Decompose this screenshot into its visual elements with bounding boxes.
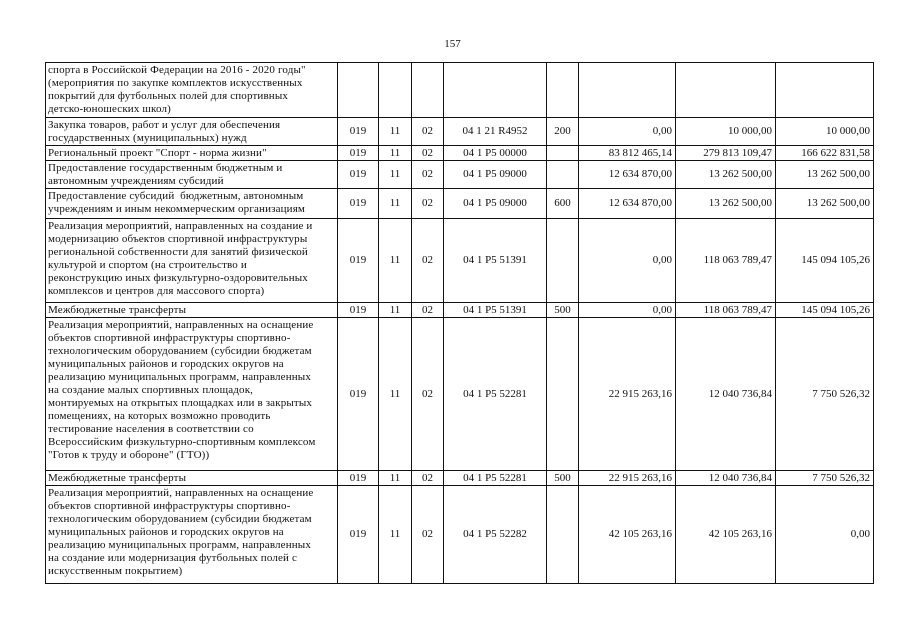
department-code-cell: 019 [338,161,379,189]
subsection-code-cell: 02 [412,318,444,471]
page-number: 157 [444,38,461,50]
department-code-cell: 019 [338,219,379,303]
subsection-code-cell: 02 [412,146,444,161]
section-code-cell: 11 [379,118,412,146]
subsection-code-cell: 02 [412,161,444,189]
amount-cell-1: 0,00 [579,303,676,318]
description-cell: Предоставление государственным бюджетным и автономным учреждениям субсидий [46,161,338,189]
expense-type-cell [547,219,579,303]
target-article-cell: 04 1 P5 00000 [444,146,547,161]
amount-cell-1: 83 812 465,14 [579,146,676,161]
section-code-cell: 11 [379,486,412,584]
expense-type-cell [547,146,579,161]
target-article-cell: 04 1 P5 52281 [444,318,547,471]
expense-type-cell: 500 [547,303,579,318]
department-code-cell: 019 [338,118,379,146]
section-code-cell: 11 [379,318,412,471]
subsection-code-cell: 02 [412,486,444,584]
amount-cell-3: 0,00 [776,486,874,584]
section-code-cell [379,63,412,118]
description-cell: Закупка товаров, работ и услуг для обеспечения государственных (муниципальных) нужд [46,118,338,146]
section-code-cell: 11 [379,161,412,189]
description-cell: Региональный проект "Спорт - норма жизни" [46,146,338,161]
amount-cell-1: 12 634 870,00 [579,189,676,219]
target-article-cell: 04 1 P5 52282 [444,486,547,584]
table-row [46,189,874,219]
department-code-cell: 019 [338,486,379,584]
subsection-code-cell: 02 [412,471,444,486]
amount-cell-2: 13 262 500,00 [676,189,776,219]
table-row [46,146,874,161]
table-body [46,63,874,584]
amount-cell-1: 0,00 [579,219,676,303]
table-row [46,486,874,584]
amount-cell-1: 12 634 870,00 [579,161,676,189]
amount-cell-1: 42 105 263,16 [579,486,676,584]
target-article-cell: 04 1 P5 52281 [444,471,547,486]
amount-cell-1: 0,00 [579,118,676,146]
description-cell: спорта в Российской Федерации на 2016 - 2020 годы" (мероприятия по закупке комплектов искусственных покрытий для футбольных полей для спортивных детско-юношеских школ) [46,63,338,118]
amount-cell-1: 22 915 263,16 [579,471,676,486]
amount-cell-2: 42 105 263,16 [676,486,776,584]
department-code-cell: 019 [338,471,379,486]
target-article-cell: 04 1 P5 51391 [444,303,547,318]
subsection-code-cell: 02 [412,118,444,146]
amount-cell-3: 166 622 831,58 [776,146,874,161]
department-code-cell: 019 [338,146,379,161]
amount-cell-3: 13 262 500,00 [776,189,874,219]
amount-cell-1: 22 915 263,16 [579,318,676,471]
target-article-cell: 04 1 P5 09000 [444,161,547,189]
expense-type-cell: 600 [547,189,579,219]
amount-cell-2: 13 262 500,00 [676,161,776,189]
subsection-code-cell: 02 [412,189,444,219]
department-code-cell: 019 [338,303,379,318]
subsection-code-cell: 02 [412,219,444,303]
description-cell: Реализация мероприятий, направленных на оснащение объектов спортивной инфраструктуры спортивно- технологическим оборудованием (субсидии бюджетам муниципальных районов и городских округов на реализацию муниципальных программ, направленных на создание малых спортивных площадок, монтируемых на открытых площадках или в закрытых помещениях, на которых возможно проводить тестирование населения в соответствии со Всероссийским физкультурно-спортивным комплексом "Готов к труду и обороне" (ГТО)) [46,318,338,471]
amount-cell-2: 12 040 736,84 [676,318,776,471]
budget-table [45,62,874,584]
section-code-cell: 11 [379,303,412,318]
description-cell: Предоставление субсидий бюджетным, автономным учреждениям и иным некоммерческим организациям [46,189,338,219]
table-row [46,161,874,189]
amount-cell-2: 12 040 736,84 [676,471,776,486]
table-row [46,318,874,471]
description-cell: Межбюджетные трансферты [46,303,338,318]
description-cell: Реализация мероприятий, направленных на оснащение объектов спортивной инфраструктуры спортивно- технологическим оборудованием (субсидии бюджетам муниципальных районов и городских округов на реализацию муниципальных программ, направленных на создание или модернизация футбольных полей с искусственным покрытием) [46,486,338,584]
section-code-cell: 11 [379,189,412,219]
amount-cell-2: 118 063 789,47 [676,303,776,318]
expense-type-cell [547,318,579,471]
description-cell: Межбюджетные трансферты [46,471,338,486]
expense-type-cell: 500 [547,471,579,486]
table-row [46,63,874,118]
subsection-code-cell: 02 [412,303,444,318]
section-code-cell: 11 [379,146,412,161]
target-article-cell [444,63,547,118]
amount-cell-3: 13 262 500,00 [776,161,874,189]
target-article-cell: 04 1 P5 51391 [444,219,547,303]
amount-cell-2 [676,63,776,118]
amount-cell-3: 10 000,00 [776,118,874,146]
expense-type-cell [547,486,579,584]
amount-cell-3: 145 094 105,26 [776,303,874,318]
department-code-cell [338,63,379,118]
expense-type-cell [547,63,579,118]
table-row [46,118,874,146]
table-row [46,471,874,486]
amount-cell-3: 145 094 105,26 [776,219,874,303]
description-cell: Реализация мероприятий, направленных на создание и модернизацию объектов спортивной инфраструктуры региональной собственности для занятий физической культурой и спортом (на строительство и реконструкцию иных физкультурно-оздоровительных комплексов и центров для массового спорта) [46,219,338,303]
department-code-cell: 019 [338,189,379,219]
amount-cell-3 [776,63,874,118]
amount-cell-3: 7 750 526,32 [776,318,874,471]
section-code-cell: 11 [379,219,412,303]
amount-cell-2: 10 000,00 [676,118,776,146]
target-article-cell: 04 1 21 R4952 [444,118,547,146]
table-row [46,219,874,303]
amount-cell-3: 7 750 526,32 [776,471,874,486]
expense-type-cell [547,161,579,189]
target-article-cell: 04 1 P5 09000 [444,189,547,219]
amount-cell-2: 118 063 789,47 [676,219,776,303]
table-row [46,303,874,318]
subsection-code-cell [412,63,444,118]
section-code-cell: 11 [379,471,412,486]
department-code-cell: 019 [338,318,379,471]
amount-cell-1 [579,63,676,118]
amount-cell-2: 279 813 109,47 [676,146,776,161]
expense-type-cell: 200 [547,118,579,146]
